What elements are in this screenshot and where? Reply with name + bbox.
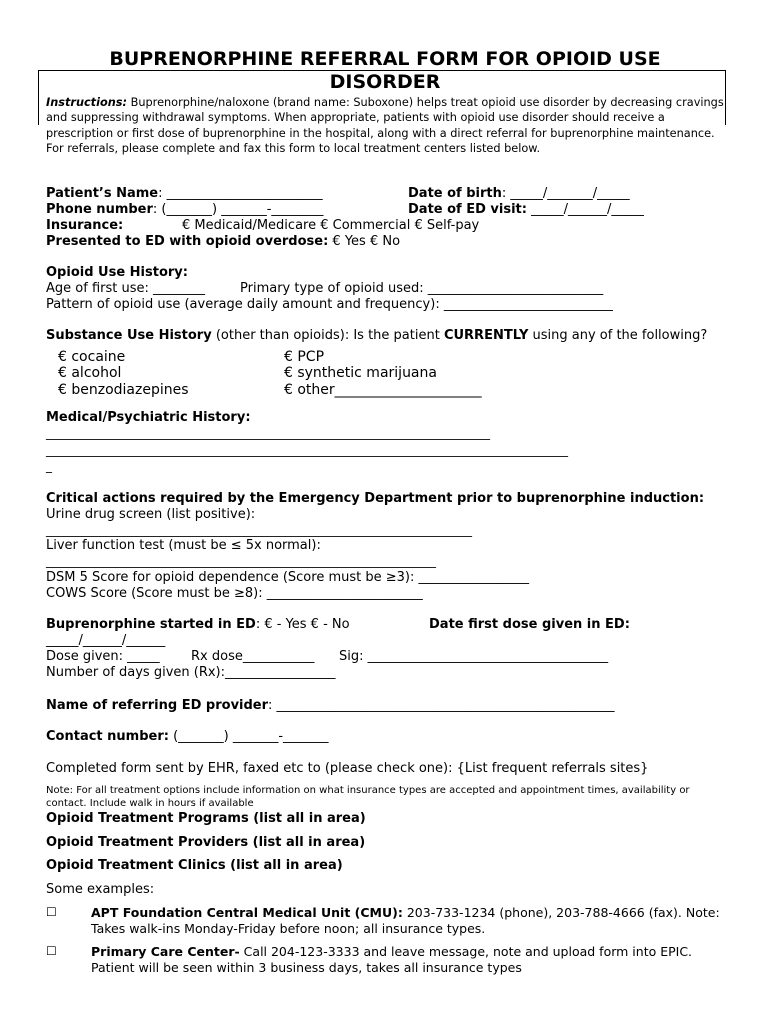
- programs-heading: Opioid Treatment Programs (list all in area): [46, 811, 366, 826]
- insurance-options[interactable]: € Medicaid/Medicare € Commercial € Self-pay: [182, 218, 480, 233]
- phone-field[interactable]: : (_______) _______-________: [152, 202, 324, 217]
- insurance-label: Insurance:: [46, 218, 124, 233]
- patient-name-field[interactable]: : ________________________: [158, 186, 323, 201]
- example-1-text: 203-733-1234 (phone), 203-788-4666 (fax). Note: Takes walk-ins Monday-Friday before noon; all insurance types.: [91, 905, 720, 936]
- substance-heading-bold: Substance Use History: [46, 328, 212, 343]
- instructions-text: Buprenorphine/naloxone (brand name: Suboxone) helps treat opioid use disorder by decreasing cravings and suppressing withdrawal symptoms. When appropriate, patients with opioid use disorder should receive a prescription or first dose of buprenorphine in the hospital, along with a direct referral for buprenorphine maintenance. For referrals, please complete and fax this form to local treatment centers listed below.: [46, 96, 724, 155]
- substance-other[interactable]: € other_____________________: [284, 382, 482, 398]
- phone-label: Phone number: [46, 202, 153, 217]
- substance-currently: CURRENTLY: [443, 328, 529, 343]
- liver-line[interactable]: _________________________________________________________________: [46, 554, 436, 568]
- rx-dose-field[interactable]: Rx dose___________: [191, 649, 315, 664]
- dob-field[interactable]: : _____/_______/_____: [501, 186, 630, 201]
- insurance-row: [46, 218, 123, 233]
- bup-started-row: [46, 617, 350, 632]
- example-2-name: Primary Care Center-: [91, 944, 240, 959]
- dob-row: [408, 186, 630, 201]
- example-1-name: APT Foundation Central Medical Unit (CMU):: [91, 905, 403, 920]
- contact-field[interactable]: (_______) _______-_______: [168, 729, 329, 744]
- substance-synthetic-marijuana[interactable]: € synthetic marijuana: [284, 365, 437, 381]
- provider-label: Name of referring ED provider: [46, 698, 269, 713]
- sig-field[interactable]: Sig: _____________________________________: [339, 649, 609, 664]
- note-text: Note: For all treatment options include information on what insurance types are accepted and appointment times, availability or contact. Include walk in hours if available: [46, 785, 690, 809]
- phone-row: [46, 202, 323, 217]
- example-2: [91, 944, 731, 976]
- overdose-row: [46, 234, 400, 249]
- medical-history-line3[interactable]: _: [46, 459, 52, 473]
- first-dose-label: Date first dose given in ED:: [429, 617, 630, 632]
- critical-heading: Critical actions required by the Emergency Department prior to buprenorphine induction:: [46, 491, 705, 506]
- provider-row: [46, 698, 615, 713]
- substance-alcohol[interactable]: € alcohol: [58, 365, 122, 381]
- example-1-checkbox[interactable]: ☐: [46, 905, 57, 919]
- instructions: [46, 95, 726, 156]
- providers-heading: Opioid Treatment Providers (list all in area): [46, 835, 366, 850]
- substance-heading: [46, 328, 707, 343]
- first-dose-date-field[interactable]: _____/______/______: [46, 633, 166, 648]
- example-2-text: Call 204-123-3333 and leave message, note and upload form into EPIC. Patient will be seen within 3 business days, takes all insurance types: [91, 944, 693, 975]
- dose-given-field[interactable]: Dose given: _____: [46, 649, 160, 664]
- instructions-label: Instructions:: [46, 96, 127, 109]
- first-use-field[interactable]: Age of first use: ________: [46, 281, 205, 296]
- opioid-history-heading: Opioid Use History:: [46, 265, 188, 280]
- substance-pcp[interactable]: € PCP: [284, 349, 325, 365]
- liver-label: Liver function test (must be ≤ 5x normal):: [46, 538, 321, 553]
- medical-history-line1[interactable]: __________________________________________________________________________: [46, 426, 490, 440]
- form-title-line1: BUPRENORPHINE REFERRAL FORM FOR OPIOID USE: [109, 48, 661, 70]
- primary-type-field[interactable]: Primary type of opioid used: ___________________________: [240, 281, 604, 296]
- ed-visit-row: [408, 202, 644, 217]
- overdose-options[interactable]: € Yes € No: [328, 234, 401, 249]
- contact-row: [46, 729, 329, 744]
- bup-started-label: Buprenorphine started in ED: [46, 617, 256, 632]
- overdose-label: Presented to ED with opioid overdose:: [46, 234, 329, 249]
- days-given-field[interactable]: Number of days given (Rx):_________________: [46, 665, 336, 680]
- provider-field[interactable]: : ____________________________________________________: [268, 698, 615, 713]
- example-1: [91, 905, 731, 937]
- patient-name-row: [46, 186, 323, 201]
- patient-name-label: Patient’s Name: [46, 186, 159, 201]
- medical-history-line2[interactable]: _______________________________________________________________________________________: [46, 443, 568, 457]
- urine-line[interactable]: _______________________________________________________________________: [46, 523, 472, 537]
- examples-label: Some examples:: [46, 882, 155, 897]
- ed-visit-field[interactable]: _____/______/_____: [526, 202, 644, 217]
- substance-cocaine[interactable]: € cocaine: [58, 349, 126, 365]
- example-2-checkbox[interactable]: ☐: [46, 944, 57, 958]
- bup-started-options[interactable]: : € - Yes € - No: [255, 617, 350, 632]
- cows-field[interactable]: COWS Score (Score must be ≥8): ________________________: [46, 586, 423, 601]
- substance-benzodiazepines[interactable]: € benzodiazepines: [58, 382, 189, 398]
- substance-heading-rest: (other than opioids): Is the patient: [211, 328, 444, 343]
- dob-label: Date of birth: [408, 186, 502, 201]
- pattern-field[interactable]: Pattern of opioid use (average daily amount and frequency): __________________________: [46, 297, 613, 312]
- form-title-line2: DISORDER: [329, 71, 441, 93]
- clinics-heading: Opioid Treatment Clinics (list all in area): [46, 858, 343, 873]
- dsm-field[interactable]: DSM 5 Score for opioid dependence (Score must be ≥3): _________________: [46, 570, 529, 585]
- ed-visit-label: Date of ED visit:: [408, 202, 527, 217]
- medical-history-heading: Medical/Psychiatric History:: [46, 410, 251, 425]
- substance-heading-end: using any of the following?: [528, 328, 708, 343]
- completed-form-text: Completed form sent by EHR, faxed etc to (please check one): {List frequent referrals sites}: [46, 761, 649, 776]
- contact-label: Contact number:: [46, 729, 169, 744]
- urine-label: Urine drug screen (list positive):: [46, 507, 256, 522]
